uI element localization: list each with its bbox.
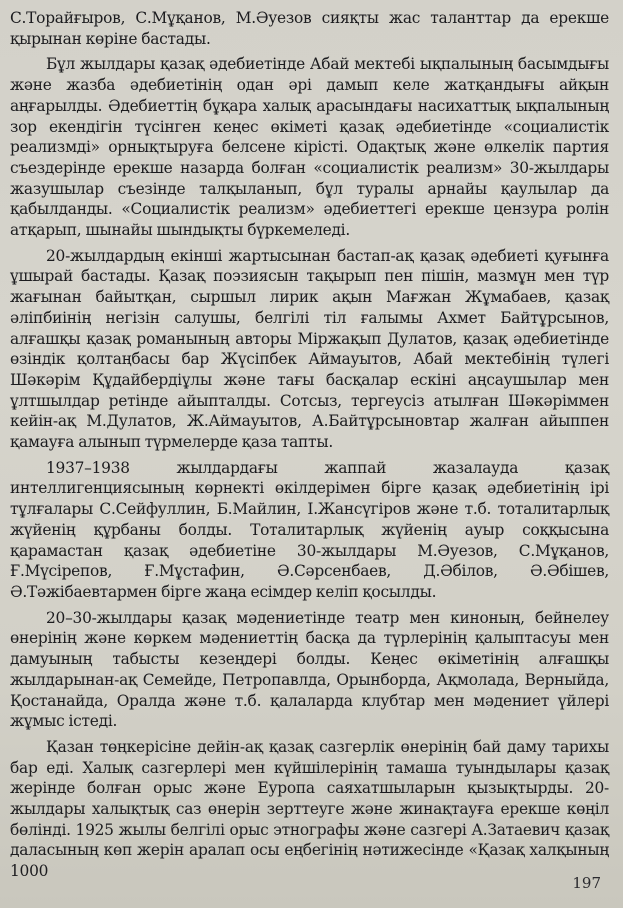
- paragraph-persecution: 20-жылдардың екінші жартысынан бастап-ақ қазақ әдебиеті қуғынға ұшырай бастады. Қазақ поэзиясын тақырып пен пішін, мазмұн мен түр жағынан байытқан, сыршыл лирик ақын Мағжан Жұмабаев, қазақ әліпбиінің негізін салушы, белгілі тіл ғалымы Ахмет Байтұрсынов, алғашқы қазақ романының авторы Міржақып Дулатов, қазақ әдебиетінде өзіндік қолтаңбасы бар Жүсіпбек Аймауытов, Абай мектебінің түлегі Шәкәрім Құдайбердіұлы және тағы басқалар ескіні аңсаушылар мен ұлтшылдар ретінде айыпталды. Сотсыз, тергеусіз атылған Шәкәріммен кейін-ақ М.Дулатов, Ж.Аймауытов, А.Байтұрсыновтар жалған айыппен қамауға алынып түрмелерде қаза тапты.: [10, 246, 609, 452]
- paragraph-music: Қазан төңкерісіне дейін-ақ қазақ сазгерлік өнерінің бай даму тарихы бар еді. Халық сазгерлері мен күйшілерінің тамаша туындылары қазақ жерінде болған орыс және Еуропа саяхатшыларын қызықтырды. 20-жылдары халықтық саз өнерін зерттеуге және жинақтауға ерекше көңіл бөлінді. 1925 жылы белгілі орыс этнографы және сазгері А.Затаевич қазақ даласының көп жерін аралап осы еңбегінің нәтижесінде «Қазақ халқының 1000: [10, 737, 609, 881]
- paragraph-continuation: С.Торайғыров, С.Мұқанов, М.Әуезов сияқты жас таланттар да ерекше қырынан көріне бастады.: [10, 9, 609, 48]
- paragraph-culture: 20–30-жылдары қазақ мәдениетінде театр мен киноның, бейнелеу өнерінің және көркем мәдениеттің басқа да түрлерінің қалыптасуы мен дамуының табысты кезеңдері болды. Кеңес өкіметінің алғашқы жылдарынан-ақ Семейде, Петропавлда, Орынборда, Ақмолада, Верныйда, Қостанайда, Оралда және т.б. қалаларда клубтар мен мәдениет үйлері жұмыс істеді.: [10, 608, 609, 731]
- paragraph-repressions: 1937–1938 жылдардағы жаппай жазалауда қазақ интеллигенциясының көрнекті өкілдерімен бірге қазақ әдебиетінің ірі тұлғалары С.Сейфуллин, Б.Майлин, І.Жансүгіров және т.б. тоталитарлық жүйенің құрбаны болды. Тоталитарлық жүйенің ауыр соққысына қарамастан қазақ әдебиетіне 30-жылдары М.Әуезов, С.Мұқанов, Ғ.Мүсірепов, Ғ.Мұстафин, Ә.Сәрсенбаев, Д.Әбілов, Ә.Әбішев, Ә.Тәжібаевтармен бірге жаңа есімдер келіп қосылды.: [10, 458, 609, 601]
- paragraph-abai-school: Бұл жылдары қазақ әдебиетінде Абай мектебі ықпалының басымдығы және жазба әдебиетінің одан әрі дамып келе жатқандығы айқын аңғарылды. Әдебиеттің бұқара халық арасындағы насихаттық ықпалының зор екендігін түсінген кеңес өкіметі қазақ әдебиетінде «социалистік реализмді» орнықтыруға белсене кірісті. Одақтық және өлкелік партия съездерінде ерекше назарда болған «социалистік реализм» 30-жылдары жазушылар съезінде талқыланып, бұл туралы арнайы қаулылар да қабылданды. «Социалистік реализм» әдебиеттегі ерекше цензура ролін атқарып, шынайы шындықты бүркемеледі.: [10, 55, 609, 240]
- page-number: 197: [572, 874, 601, 892]
